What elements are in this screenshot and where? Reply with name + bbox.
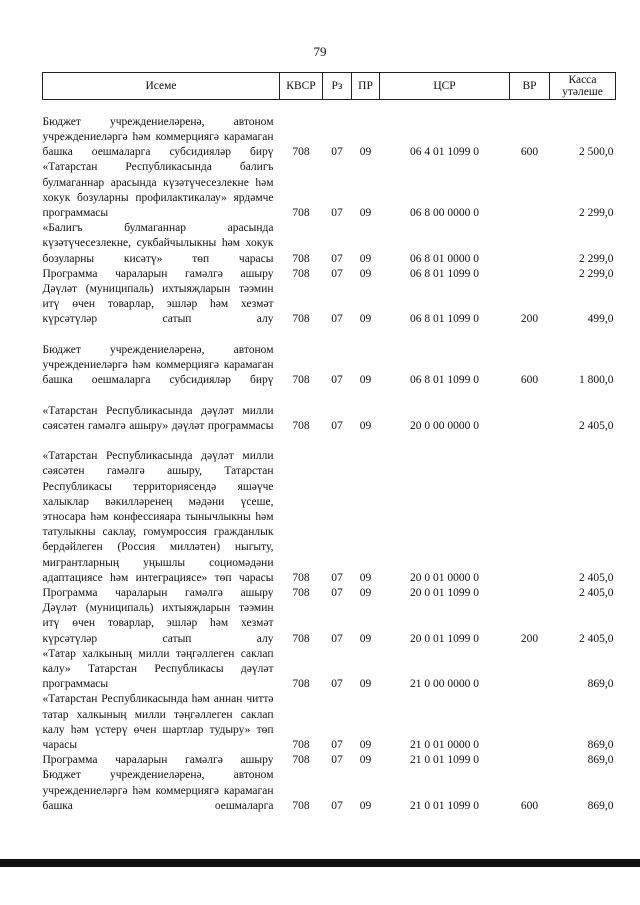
row-kvsr: 708 [292,586,310,599]
row-rz: 07 [331,419,343,432]
row-pr: 09 [359,678,372,691]
row-sum: 2 299,0 [579,206,614,219]
row-pr: 09 [359,571,372,584]
row-kvsr: 708 [292,678,310,691]
row-csr: 21 0 01 1099 0 [410,799,479,812]
page-bottom-bar [0,859,640,867]
row-sum: 2 299,0 [579,252,614,265]
row-csr: 20 0 01 0000 0 [410,571,479,584]
row-sum: 2 405,0 [579,571,614,584]
row-sum: 1 800,0 [579,374,614,387]
table-row [43,100,616,161]
row-sum: 2 405,0 [579,419,614,432]
row-pr: 09 [359,267,372,280]
row-vr: 600 [520,374,539,387]
header-sum: Касса утәлеше [550,73,616,100]
row-rz: 07 [331,586,343,599]
row-vr [510,586,550,601]
header-vr: ВР [510,73,550,100]
row-name: Дәүләт (муниципаль) ихтыяҗларын тәэмин итү өчен товарлар, эшләр һәм хезмәт күрсәтүләр сатып алу [42,282,274,326]
row-pr: 09 [359,632,372,645]
row-name: Бюджет учреждениеләренә, автоном учреждениеләргә һәм коммерциягә карамаган башка оешмаларга субсидияләр бирү [42,343,274,387]
row-pr: 09 [359,146,372,159]
table-row [43,601,616,647]
row-kvsr: 708 [292,571,310,584]
row-kvsr: 708 [292,419,310,432]
row-pr: 09 [359,754,372,767]
row-rz: 07 [331,799,343,812]
table-row [43,388,616,434]
table-row [43,586,616,601]
row-kvsr: 708 [292,146,310,159]
table-row [43,282,616,328]
row-csr: 21 0 01 1099 0 [410,754,479,767]
row-rz: 07 [331,146,343,159]
row-kvsr: 708 [292,313,310,326]
row-sum: 2 405,0 [579,586,614,599]
table-header-row [43,73,616,100]
table-row [43,692,616,753]
row-kvsr: 708 [292,738,310,751]
row-sum: 2 405,0 [579,632,614,645]
row-kvsr: 708 [292,799,310,812]
row-vr [510,388,550,434]
row-rz: 07 [331,754,343,767]
row-pr: 09 [359,374,372,387]
row-csr: 06 8 01 0000 0 [410,252,479,265]
row-rz: 07 [331,206,343,219]
row-kvsr: 708 [292,374,310,387]
row-csr: 06 8 00 0000 0 [410,206,479,219]
row-pr: 09 [359,738,372,751]
row-name: «Татарстан Республикасында дәүләт милли сәясәтен гамәлгә ашыру, Татарстан Республикасы территориясендә яшәүче халыклар вәкилләренең мәдәни үсеше, этносара һәм конфессияара тынычлыкны һәм татулыкны саклау, гомумроссия гражданлык бердәйлеген (Россия милләтен) ныгыту, мигрантларның уңышлы социомәдәни адаптациясе һәм интеграциясе» төп чарасы [42,450,274,584]
row-pr: 09 [359,419,372,432]
row-sum: 869,0 [587,738,614,751]
header-name: Исеме [43,73,280,100]
row-kvsr: 708 [292,632,310,645]
table-row [43,221,616,267]
table-row [43,647,616,693]
row-rz: 07 [331,632,343,645]
row-csr: 21 0 01 0000 0 [410,738,479,751]
header-pr: ПР [352,73,380,100]
row-rz: 07 [331,313,343,326]
row-csr: 20 0 01 1099 0 [410,586,479,599]
row-rz: 07 [331,678,343,691]
row-name: «Татарстан Республикасында һәм аннан читтә татар халкының милли тәңгәллеген саклап калу һәм үстерү өчен шартлар тудыру» төп чарасы [42,693,274,751]
table-row [43,768,616,814]
table-row [43,434,616,586]
row-name: Бюджет учреждениеләренә, автоном учреждениеләргә һәм коммерциягә карамаган башка оешмаларга субсидияләр бирү [42,115,274,159]
row-sum: 869,0 [587,754,614,767]
row-name: Программа чараларын гамәлгә ашыру [42,754,274,767]
row-kvsr: 708 [292,252,310,265]
row-csr: 20 0 01 1099 0 [410,632,479,645]
row-sum: 869,0 [587,678,614,691]
row-sum: 869,0 [587,799,614,812]
row-name: «Татар халкының милли тәңгәллеген саклап калу» Татарстан Республикасы дәүләт программасы [42,647,274,691]
row-sum: 499,0 [587,313,614,326]
table-row [43,160,616,221]
row-rz: 07 [331,252,343,265]
header-kvsr: КВСР [280,73,323,100]
row-rz: 07 [331,571,343,584]
row-pr: 09 [359,252,372,265]
row-vr: 200 [520,313,539,326]
row-name: Бюджет учреждениеләренә, автоном учреждениеләргә һәм коммерциягә карамаган башка оешмаларга [42,769,274,812]
row-csr: 20 0 00 0000 0 [410,419,479,432]
row-kvsr: 708 [292,754,310,767]
row-name: «Татарстан Республикасында балигъ булмаганнар арасында күзәтүчесезлекне һәм хокук бозуларны профилактикалау» ярдәмче программасы [42,161,274,219]
budget-table [42,72,616,814]
row-pr: 09 [359,313,372,326]
row-vr: 600 [520,799,539,812]
row-pr: 09 [359,799,372,812]
row-vr [510,267,550,282]
row-rz: 07 [331,267,343,280]
row-vr [510,221,550,267]
row-vr: 600 [520,146,539,159]
row-csr: 06 8 01 1099 0 [410,267,479,280]
table-row [43,328,616,389]
row-vr [510,753,550,768]
row-vr [510,647,550,693]
row-pr: 09 [359,586,372,599]
row-sum: 2 500,0 [579,146,614,159]
row-name: Программа чараларын гамәлгә ашыру [42,267,274,280]
row-pr: 09 [359,206,372,219]
row-vr [510,434,550,586]
row-vr [510,692,550,753]
page-number: 79 [313,44,327,59]
header-rz: Рз [323,73,352,100]
header-csr: ЦСР [380,73,510,100]
row-name: Программа чараларын гамәлгә ашыру [42,586,274,599]
row-vr: 200 [520,632,539,645]
row-csr: 06 8 01 1099 0 [410,313,479,326]
row-sum: 2 299,0 [579,267,614,280]
table-row [43,267,616,282]
row-rz: 07 [331,374,343,387]
row-rz: 07 [331,738,343,751]
row-name: «Татарстан Республикасында дәүләт милли сәясәтен гамәлгә ашыру» дәүләт программасы [42,404,274,432]
row-csr: 06 4 01 1099 0 [410,146,479,159]
table-row [43,753,616,768]
row-csr: 06 8 01 1099 0 [410,374,479,387]
row-vr [510,160,550,221]
row-name: «Балигъ булмаганнар арасында күзәтүчесезлекне, сукбайчылыкны һәм хокук бозуларны кисәтү» төп чарасы [42,222,274,265]
row-kvsr: 708 [292,206,310,219]
row-csr: 21 0 00 0000 0 [410,678,479,691]
row-kvsr: 708 [292,267,310,280]
row-name: Дәүләт (муниципаль) ихтыяҗларын тәэмин итү өчен товарлар, эшләр һәм хезмәт күрсәтүләр сатып алу [42,602,274,645]
